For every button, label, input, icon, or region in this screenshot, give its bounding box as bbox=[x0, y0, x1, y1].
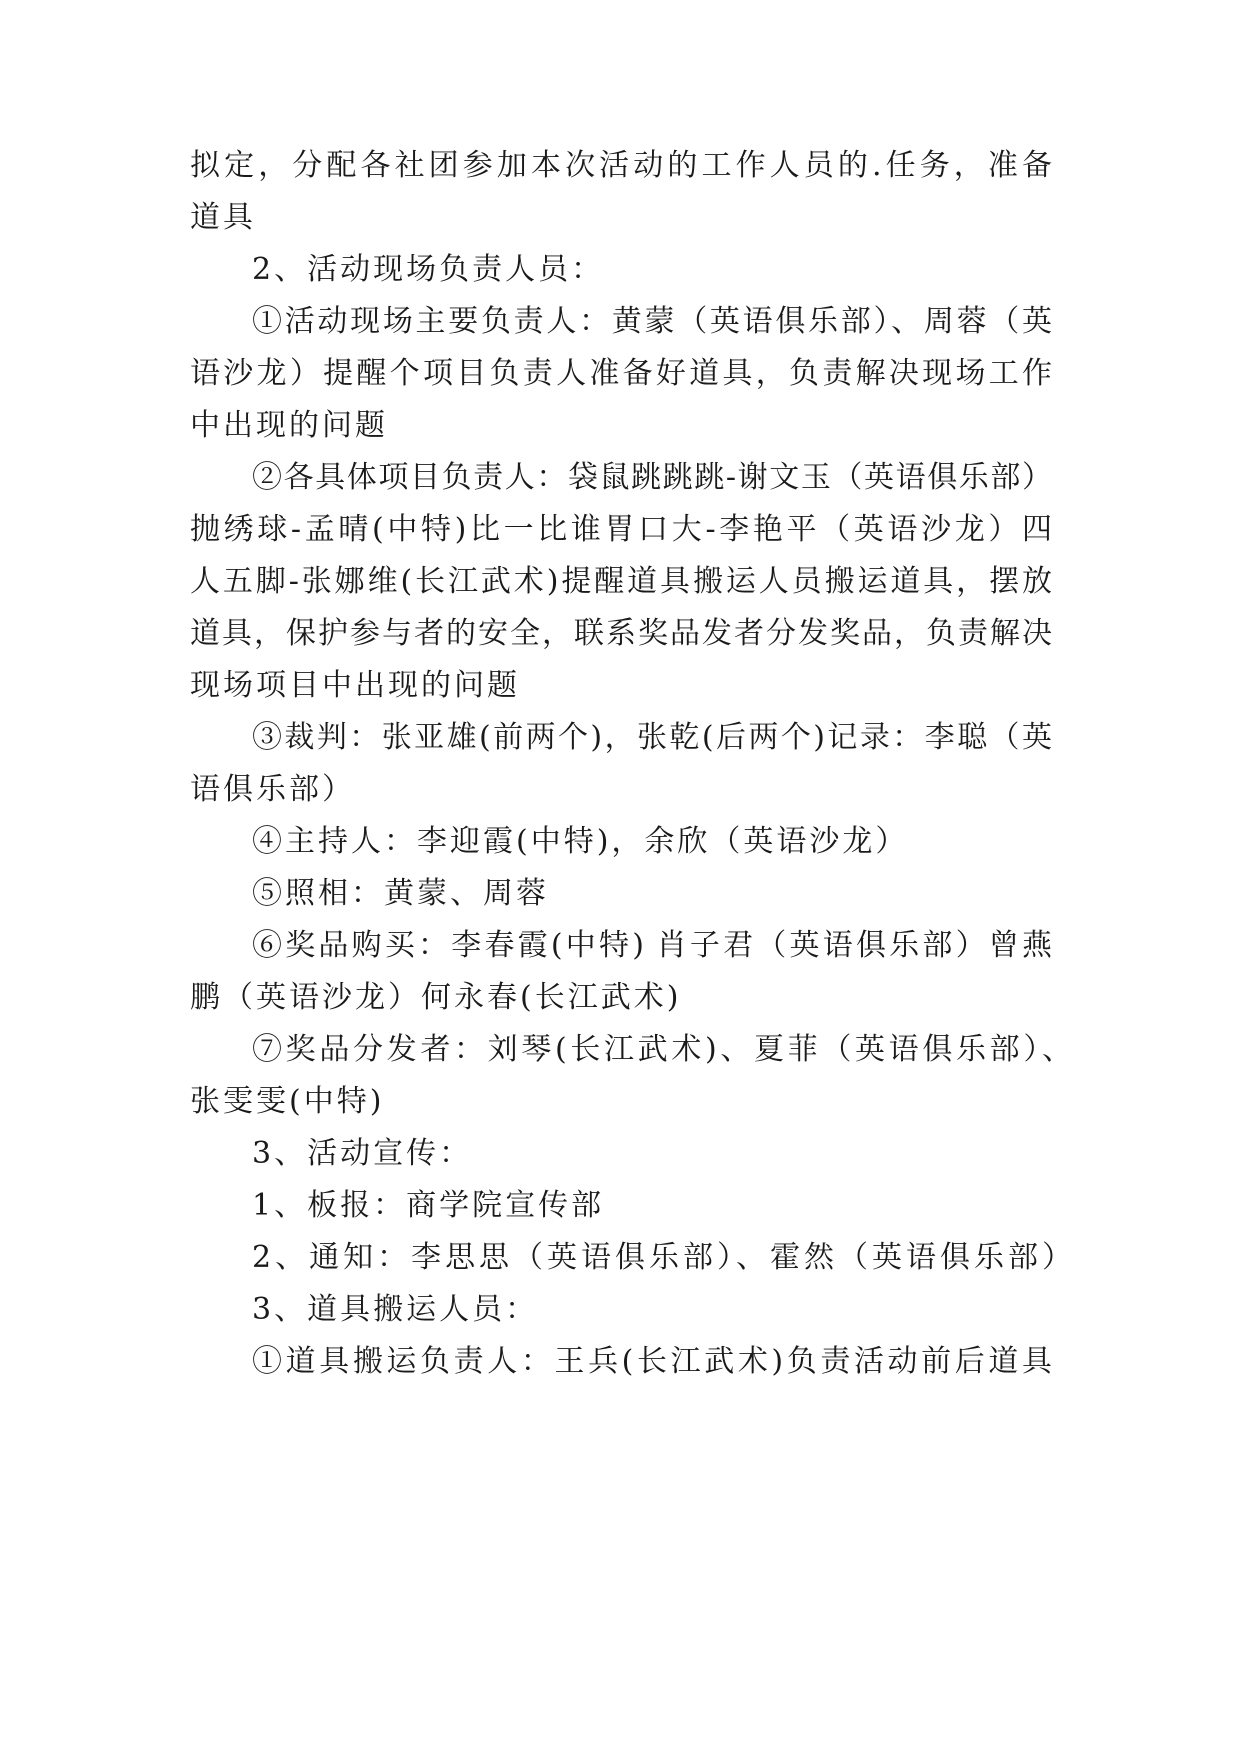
paragraph-line: 道具，保护参与者的安全，联系奖品发者分发奖品，负责解决 bbox=[190, 616, 1052, 651]
paragraph-line: ①活动现场主要负责人：黄蒙（英语俱乐部）、周蓉（英 bbox=[252, 304, 1052, 339]
paragraph-line: 中出现的问题 bbox=[190, 408, 388, 443]
paragraph-line: ⑦奖品分发者：刘琴(长江武术)、夏菲（英语俱乐部）、 bbox=[252, 1032, 1072, 1067]
paragraph-line: 1、板报：商学院宣传部 bbox=[252, 1188, 605, 1223]
paragraph-line: 道具 bbox=[190, 200, 256, 235]
paragraph-line: 人五脚-张娜维(长江武术)提醒道具搬运人员搬运道具，摆放 bbox=[190, 564, 1052, 599]
paragraph-line: 抛绣球-孟晴(中特)比一比谁胃口大-李艳平（英语沙龙）四 bbox=[190, 512, 1052, 547]
paragraph-line: ④主持人：李迎霞(中特)，余欣（英语沙龙） bbox=[252, 824, 909, 859]
paragraph-line: ②各具体项目负责人：袋鼠跳跳跳-谢文玉（英语俱乐部） bbox=[252, 460, 1052, 495]
paragraph-line: ⑤照相：黄蒙、周蓉 bbox=[252, 876, 549, 911]
section-heading: 2、活动现场负责人员： bbox=[252, 252, 605, 287]
paragraph-line: 语沙龙）提醒个项目负责人准备好道具，负责解决现场工作 bbox=[190, 356, 1052, 391]
paragraph-line: ③裁判：张亚雄(前两个)，张乾(后两个)记录：李聪（英 bbox=[252, 720, 1052, 755]
paragraph-line: 鹏（英语沙龙）何永春(长江武术) bbox=[190, 980, 682, 1015]
paragraph-line: 2、通知：李思思（英语俱乐部）、霍然（英语俱乐部） bbox=[252, 1240, 1072, 1275]
paragraph-line: ①道具搬运负责人：王兵(长江武术)负责活动前后道具 bbox=[252, 1344, 1052, 1379]
paragraph-line: 拟定，分配各社团参加本次活动的工作人员的.任务，准备 bbox=[190, 148, 1052, 183]
paragraph-line: 张雯雯(中特) bbox=[190, 1084, 385, 1119]
section-heading: 3、道具搬运人员： bbox=[252, 1292, 539, 1327]
paragraph-line: 语俱乐部） bbox=[190, 772, 355, 807]
paragraph-line: ⑥奖品购买：李春霞(中特) 肖子君（英语俱乐部）曾燕 bbox=[252, 928, 1052, 963]
section-heading: 3、活动宣传： bbox=[252, 1136, 473, 1171]
paragraph-line: 现场项目中出现的问题 bbox=[190, 668, 520, 703]
